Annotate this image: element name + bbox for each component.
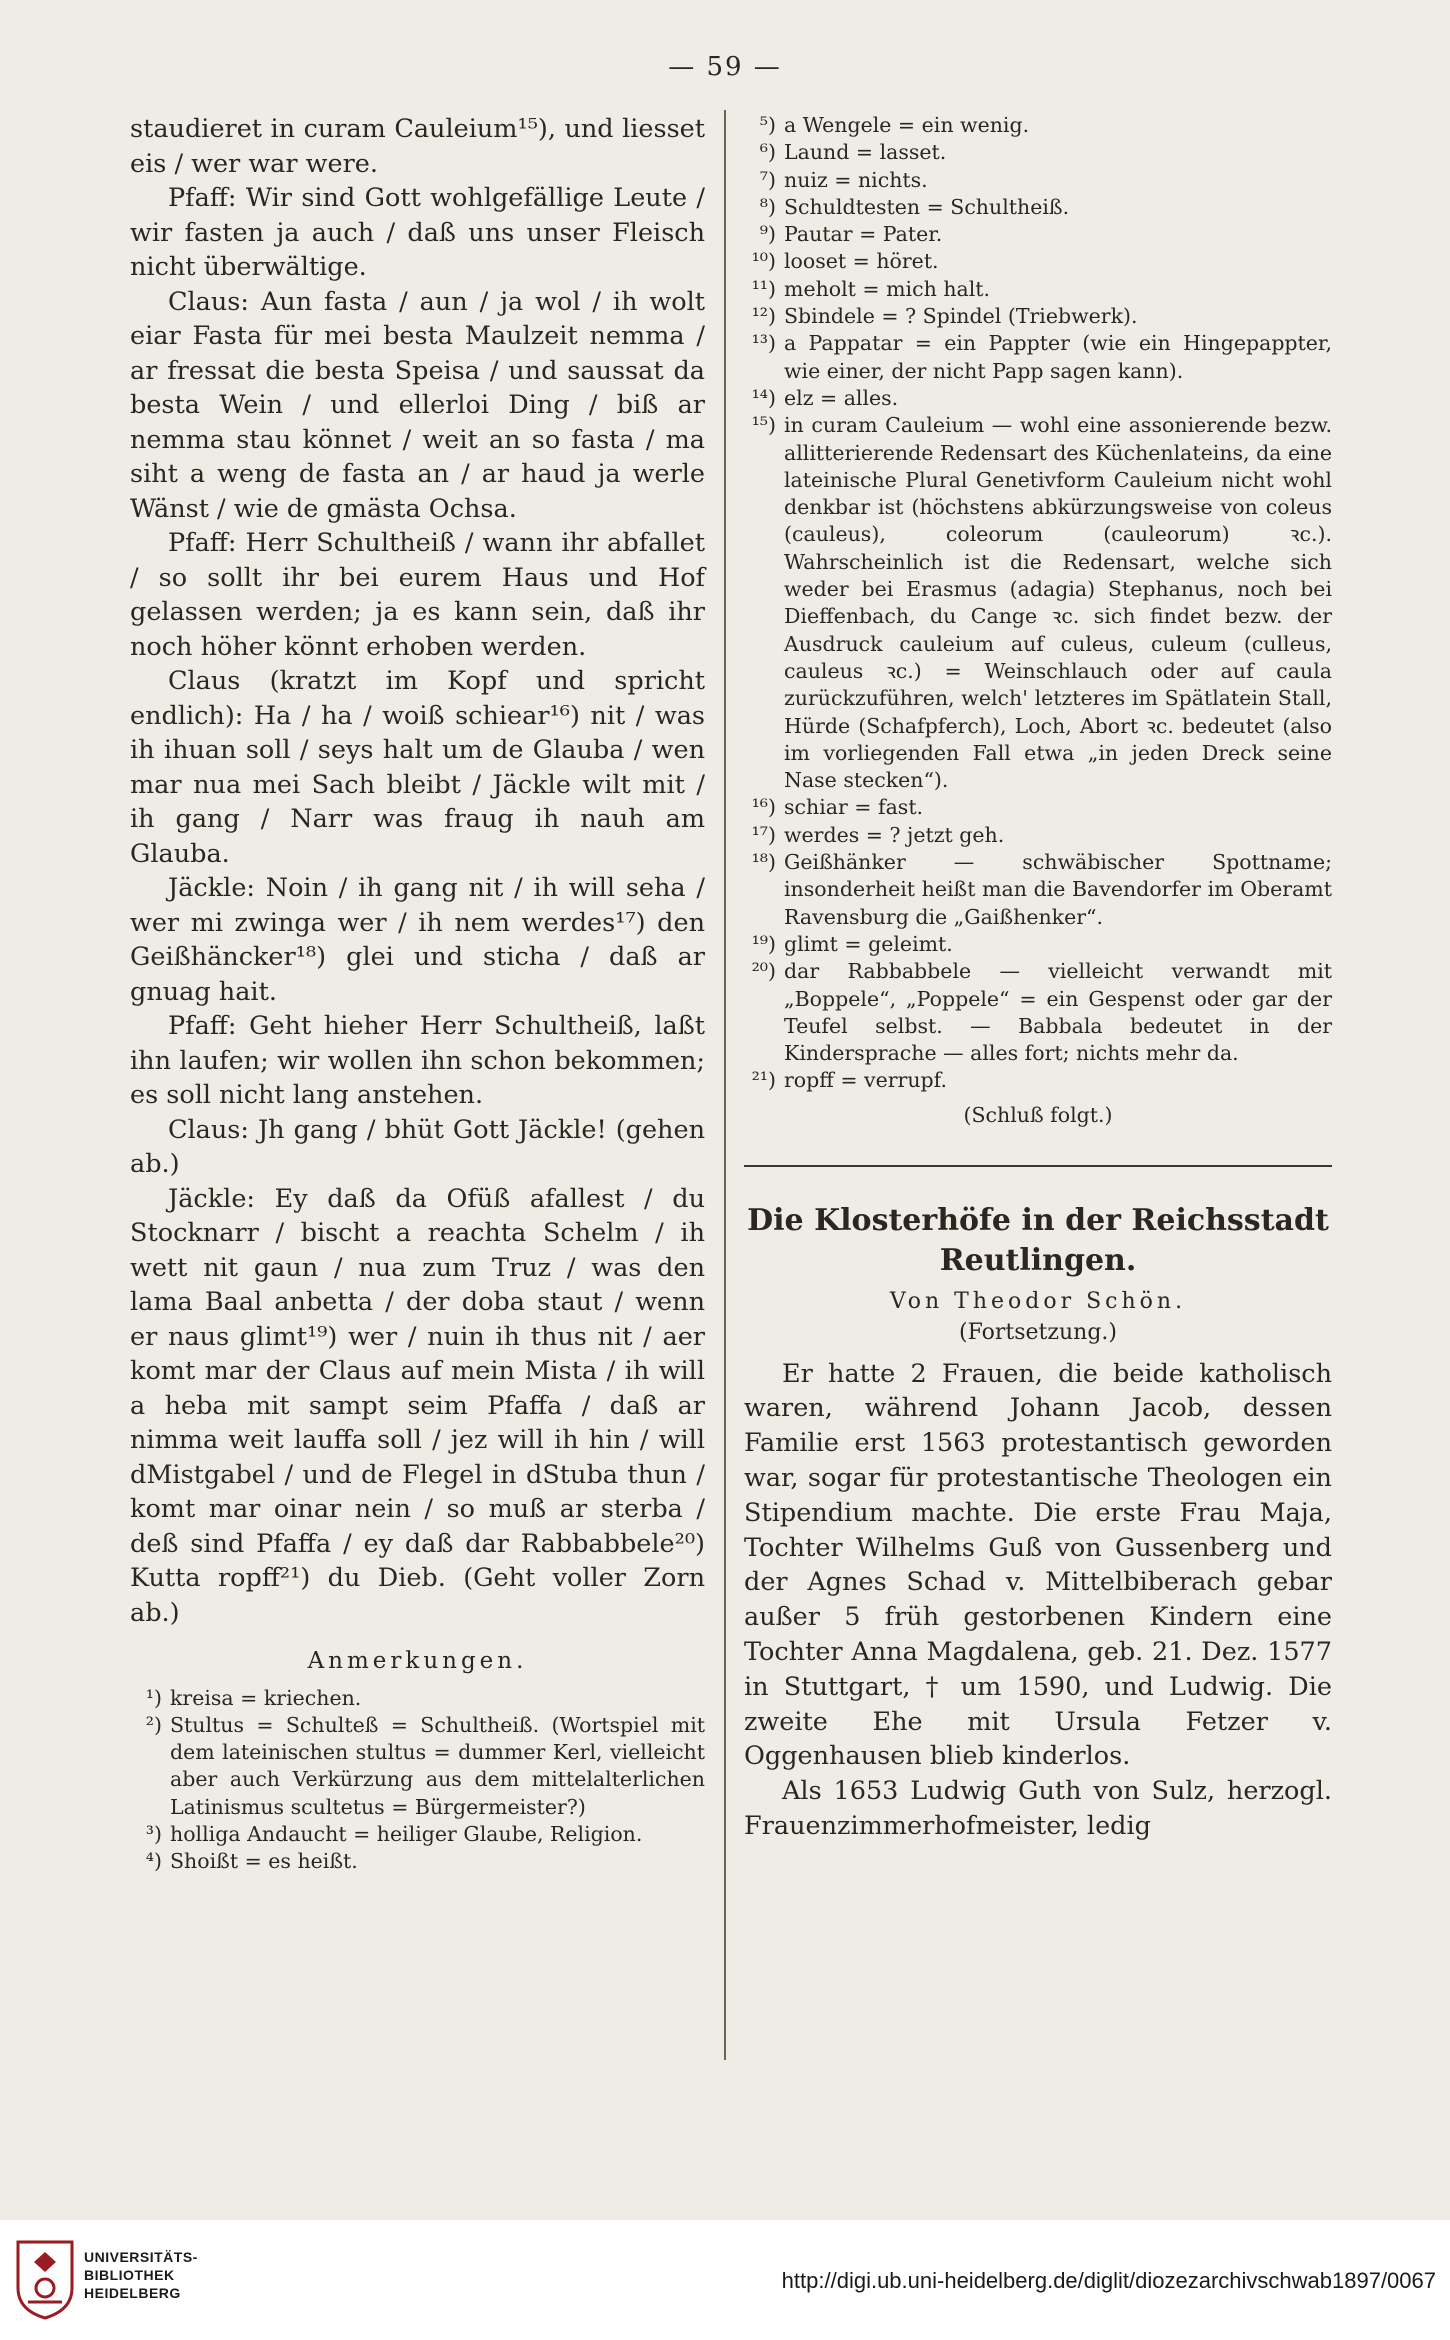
footnote	[744, 139, 1332, 166]
footnote-text: nuiz = nichts.	[784, 167, 928, 192]
footnote-number: ²¹)	[751, 1068, 776, 1093]
footnote	[744, 958, 1332, 1067]
library-name-line: BIBLIOTHEK	[84, 2267, 175, 2283]
footnote-text: glimt = geleimt.	[784, 931, 953, 956]
paragraph: staudieret in curam Cauleium¹⁵), und liesset eis / wer war were.	[130, 114, 705, 179]
footnote	[744, 385, 1332, 412]
footnote	[744, 248, 1332, 275]
footnote-text: ropff = verrupf.	[784, 1068, 948, 1093]
footnote-number: ²)	[145, 1712, 162, 1737]
footnote-number: ¹⁶)	[751, 795, 776, 820]
library-name-line: HEIDELBERG	[84, 2285, 181, 2301]
footnote-text: a Wengele = ein wenig.	[784, 113, 1030, 137]
article-body	[744, 1357, 1332, 1844]
article-title-line: Die Klosterhöfe in der Reichsstadt	[747, 1202, 1329, 1238]
footer-bar	[0, 2220, 1450, 2340]
paragraph: Jäckle: Ey daß da Ofüß afallest / du Stocknarr / bischt a reachta Schelm / ih wett nit gaun / nua zum Truz / was den lama Baal anbetta / der doba staut / wenn er naus glimt¹⁹) wer / nuin ih thus nit / aer komt mar der Claus auf mein Mista / ih will a heba mit sampt seim Pfaffa / daß ar nimma weit lauffa soll / jez will ih hin / will dMistgabel / und de Flegel in dStuba thun / komt mar oinar nein / so muß ar sterba / deß sind Pfaffa / ey daß dar Rabbabbele²⁰) Kutta ropff²¹) du Dieb. (Geht voller Zorn ab.)	[130, 1183, 705, 1628]
footnote-list-left	[130, 1685, 705, 1876]
footnote-number: ¹⁴)	[751, 385, 776, 410]
article-title	[744, 1201, 1332, 1281]
footnote-text: Sbindele = ? Spindel (Triebwerk).	[784, 304, 1138, 329]
footnote	[744, 194, 1332, 221]
footnote	[744, 822, 1332, 849]
footnote-text: looset = höret.	[784, 249, 939, 274]
footnote-text: meholt = mich halt.	[784, 276, 991, 301]
footnote-number: ¹⁰)	[751, 249, 776, 274]
footnote-text: Pautar = Pater.	[784, 222, 943, 247]
footnote	[744, 330, 1332, 385]
footnote-text: Schuldtesten = Schultheiß.	[784, 194, 1070, 219]
library-name	[84, 2248, 198, 2302]
footnote-number: ¹⁵)	[751, 413, 776, 438]
footnote-number: ¹¹)	[751, 276, 776, 301]
footnote-number: ¹²)	[751, 304, 776, 329]
footnote	[744, 931, 1332, 958]
footnote-number: ⁶)	[759, 140, 776, 165]
footnote-number: ⁵)	[759, 113, 776, 137]
paragraph: Als 1653 Ludwig Guth von Sulz, herzogl. Frauenzimmerhofmeister, ledig	[744, 1776, 1332, 1842]
footnote-text: Laund = lasset.	[784, 140, 947, 165]
footnote-list-right	[744, 112, 1332, 1095]
footnote-text: schiar = fast.	[784, 795, 924, 820]
footnote-number: ¹⁸)	[751, 850, 776, 875]
footnote-text: holliga Andaucht = heiliger Glaube, Religion.	[170, 1821, 643, 1846]
article-title-line: Reutlingen.	[939, 1242, 1137, 1278]
heidelberg-seal-icon	[14, 2238, 76, 2320]
footnote-number: ⁸)	[759, 194, 776, 219]
article-author: Von Theodor Schön.	[889, 1288, 1187, 1314]
continuation-note: (Schluß folgt.)	[963, 1102, 1113, 1127]
paragraph: Jäckle: Noin / ih gang nit / ih will seha / wer mi zwinga wer / ih nem werdes¹⁷) den Geißhäncker¹⁸) glei und sticha / daß ar gnuag hait.	[130, 873, 705, 1007]
footnote	[744, 221, 1332, 248]
library-name-line: UNIVERSITÄTS-	[84, 2249, 198, 2265]
notes-heading: Anmerkungen.	[307, 1648, 528, 1674]
paragraph: Claus (kratzt im Kopf und spricht endlich): Ha / ha / woiß schiear¹⁶) nit / was ih ihuan soll / seys halt um de Glauba / wen mar nua mei Sach bleibt / Jäckle wilt mit / ih gang / Narr was fraug ih nauh am Glauba.	[130, 666, 705, 869]
footnote-number: ⁷)	[759, 167, 776, 192]
footnote-text: Stultus = Schulteß = Schultheiß. (Wortspiel mit dem lateinischen stultus = dummer Kerl, vielleicht aber auch Verkürzung aus dem mittelalterlichen Latinismus scultetus = Bürgermeister?)	[170, 1712, 705, 1819]
paragraph: Pfaff: Geht hieher Herr Schultheiß, laßt ihn laufen; wir wollen ihn schon bekommen; es soll nicht lang anstehen.	[130, 1011, 705, 1110]
article-continued-note: (Fortsetzung.)	[959, 1319, 1117, 1345]
paragraph: Pfaff: Wir sind Gott wohlgefällige Leute / wir fasten ja auch / daß uns unser Fleisch nicht überwältige.	[130, 183, 705, 282]
footnote-text: elz = alles.	[784, 385, 899, 410]
paragraph: Claus: Jh gang / bhüt Gott Jäckle! (gehen ab.)	[130, 1114, 705, 1179]
footnote-number: ¹⁷)	[751, 822, 776, 847]
footnote-number: ⁹)	[759, 222, 776, 247]
footnote-number: ⁴)	[145, 1849, 162, 1874]
left-column	[130, 112, 705, 1876]
article-divider	[744, 1165, 1332, 1167]
footnote	[744, 1067, 1332, 1094]
footnote	[130, 1685, 705, 1712]
footnote	[130, 1712, 705, 1821]
right-column	[744, 112, 1332, 1844]
footnote-number: ³)	[145, 1821, 162, 1846]
paragraph: Pfaff: Herr Schultheiß / wann ihr abfallet / so sollt ihr bei eurem Haus und Hof gelassen werden; ja es kann sein, daß ihr noch höher könnt erhoben werden.	[130, 528, 705, 662]
footnote	[744, 794, 1332, 821]
column-divider	[724, 110, 726, 2060]
footnote-number: ¹⁹)	[751, 931, 776, 956]
footnote	[744, 167, 1332, 194]
footnote-number: ¹)	[145, 1685, 162, 1710]
footnote-text: kreisa = kriechen.	[170, 1685, 362, 1710]
page-number: — 59 —	[668, 52, 782, 82]
footnote	[744, 112, 1332, 139]
footnote-text: Geißhänker — schwäbischer Spottname; insonderheit heißt man die Bavendorfer im Oberamt Ravensburg die „Gaißhenker“.	[784, 850, 1332, 929]
footnote-text: werdes = ? jetzt geh.	[784, 822, 1005, 847]
footnote-text: Shoißt = es heißt.	[170, 1849, 358, 1874]
footnote	[744, 412, 1332, 794]
footnote	[130, 1821, 705, 1848]
footnote-text: a Pappatar = ein Pappter (wie ein Hingepappter, wie einer, der nicht Papp sagen kann).	[784, 331, 1332, 383]
footnote-number: ²⁰)	[751, 959, 776, 984]
footnote	[744, 303, 1332, 330]
paragraph: Claus: Aun fasta / aun / ja wol / ih wolt eiar Fasta für mei besta Maulzeit nemma / ar fressat die besta Speisa / und saussat da besta Wein / und ellerloi Ding / biß ar nemma stau könnet / weit an so fasta / ma siht a weng de fasta an / ar haud ja werle Wänst / wie de gmästa Ochsa.	[130, 286, 705, 524]
footnote-text: dar Rabbabbele — vielleicht verwandt mit „Boppele“, „Poppele“ = ein Gespenst oder gar der Teufel selbst. — Babbala bedeutet in der Kindersprache — alles fort; nichts mehr da.	[784, 959, 1332, 1066]
footnote	[130, 1848, 705, 1875]
paragraph: Er hatte 2 Frauen, die beide katholisch waren, während Johann Jacob, dessen Familie erst 1563 protestantisch geworden war, sogar für protestantische Theologen ein Stipendium machte. Die erste Frau Maja, Tochter Wilhelms Guß von Gussenberg und der Agnes Schad v. Mittelbiberach gebar außer 5 früh gestorbenen Kindern eine Tochter Anna Magdalena, geb. 21. Dez. 1577 in Stuttgart, † um 1590, und Ludwig. Die zweite Ehe mit Ursula Fetzer v. Oggenhausen blieb kinderlos.	[744, 1358, 1332, 1772]
footnote-text: in curam Cauleium — wohl eine assonierende bezw. allitterierende Redensart des Küchenlateins, da eine lateinische Plural Genetivform Cauleium nicht wohl denkbar ist (höchstens abkürzungsweise von coleus (cauleus), coleorum (cauleorum) ꝛc.). Wahrscheinlich ist die Redensart, welche sich weder bei Erasmus (adagia) Stephanus, noch bei Dieffenbach, du Cange ꝛc. sich findet bezw. der Ausdruck cauleium auf culeus, culeum (culleus, cauleus ꝛc.) = Weinschlauch oder auf caula zurückzuführen, welch' letzteres im Spätlatein Stall, Hürde (Schafpferch), Loch, Abort ꝛc. bedeutet (also im vorliegenden Fall etwa „in jeden Dreck seine Nase stecken“).	[784, 413, 1332, 793]
footnote-number: ¹³)	[751, 331, 776, 356]
footnote	[744, 276, 1332, 303]
footnote	[744, 849, 1332, 931]
permalink-url[interactable]: http://digi.ub.uni-heidelberg.de/diglit/diozezarchivschwab1897/0067	[781, 2268, 1436, 2293]
